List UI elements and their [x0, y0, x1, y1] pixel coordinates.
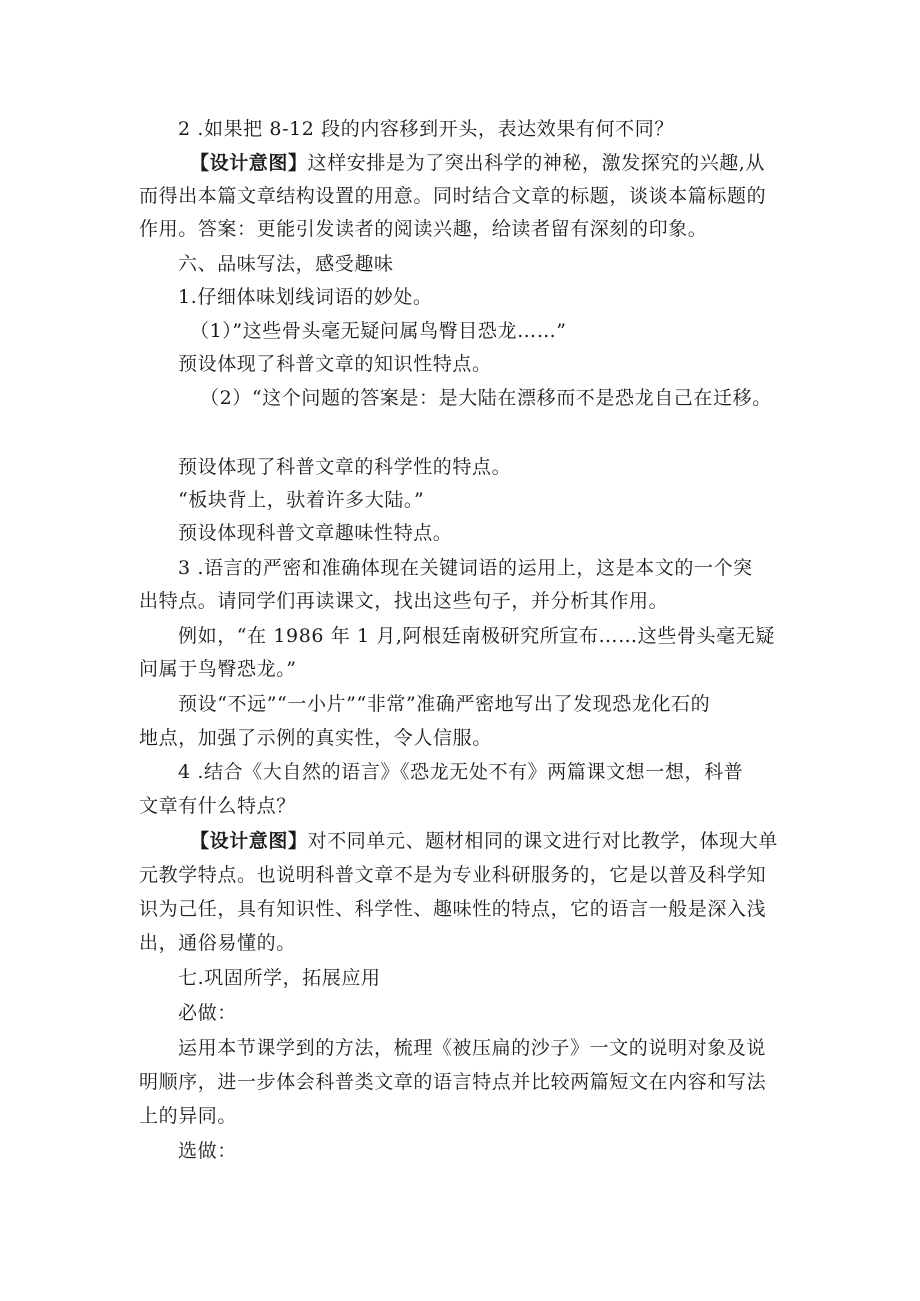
design-intent-text: 这样安排是为了突出科学的神秘，激发探究的兴趣,从	[307, 152, 766, 174]
question-3-line-2: 出特点。请同学们再读课文，找出这些句子，并分析其作用。	[139, 590, 669, 612]
design-intent-label: 【设计意图】	[190, 830, 308, 852]
design-intent-paragraph-2-line-4: 出，通俗易懂的。	[139, 932, 296, 954]
section-7-heading: 七.巩固所学，拓展应用	[178, 967, 381, 989]
required-label: 必做：	[178, 1002, 237, 1024]
question-4-line-1: 4 .结合《大自然的语言》《恐龙无处不有》两篇课文想一想，科普	[178, 761, 744, 783]
design-intent-text: 对不同单元、题材相同的课文进行对比教学，体现大单	[307, 830, 779, 852]
quote-3: “板块背上，驮着许多大陆。”	[178, 489, 425, 511]
question-4-line-2: 文章有什么特点？	[139, 795, 296, 817]
example-line-2: 问属于鸟臀恐龙。”	[139, 658, 297, 680]
section-6-heading: 六、品味写法，感受趣味	[178, 253, 394, 275]
design-intent-paragraph-2-line-1	[190, 829, 778, 853]
design-intent-paragraph-1-line-1	[190, 151, 765, 175]
preset-4-line-1: 预设“不远”“一小片”“非常”准确严密地写出了发现恐龙化石的	[178, 693, 711, 715]
sub-item-2: （2）“这个问题的答案是：是大陆在漂移而不是恐龙自己在迁移。	[200, 387, 772, 409]
design-intent-paragraph-2-line-2: 元教学特点。也说明科普文章不是为专业科研服务的，它是以普及科学知	[139, 864, 767, 886]
design-intent-label: 【设计意图】	[190, 152, 308, 174]
sub-item-1: （1）”这些骨头毫无疑问属鸟臀目恐龙……”	[190, 320, 567, 342]
question-2: 2 .如果把 8-12 段的内容移到开头，表达效果有何不同？	[178, 118, 674, 140]
preset-1: 预设体现了科普文章的知识性特点。	[178, 353, 492, 375]
preset-4-line-2: 地点，加强了示例的真实性，令人信服。	[139, 727, 492, 749]
question-3-line-1: 3 .语言的严密和准确体现在关键词语的运用上，这是本文的一个突	[178, 557, 753, 579]
item-1: 1.仔细体味划线词语的妙处。	[178, 286, 433, 308]
example-line-1: 例如，“在 1986 年 1 月,阿根廷南极研究所宣布……这些骨头毫无疑	[178, 625, 775, 647]
design-intent-paragraph-2-line-3: 识为己任，具有知识性、科学性、趣味性的特点，它的语言一般是深入浅	[139, 898, 767, 920]
preset-2: 预设体现了科普文章的科学性的特点。	[178, 456, 512, 478]
optional-label: 选做：	[178, 1140, 237, 1162]
required-task-line-3: 上的异同。	[139, 1105, 238, 1127]
design-intent-paragraph-1-line-3: 作用。答案：更能引发读者的阅读兴趣，给读者留有深刻的印象。	[139, 218, 708, 240]
required-task-line-2: 明顺序，进一步体会科普类文章的语言特点并比较两篇短文在内容和写法	[139, 1071, 767, 1093]
required-task-line-1: 运用本节课学到的方法，梳理《被压扁的沙子》一文的说明对象及说	[178, 1037, 767, 1059]
preset-3: 预设体现科普文章趣味性特点。	[178, 522, 453, 544]
design-intent-paragraph-1-line-2: 而得出本篇文章结构设置的用意。同时结合文章的标题，谈谈本篇标题的	[139, 185, 767, 207]
